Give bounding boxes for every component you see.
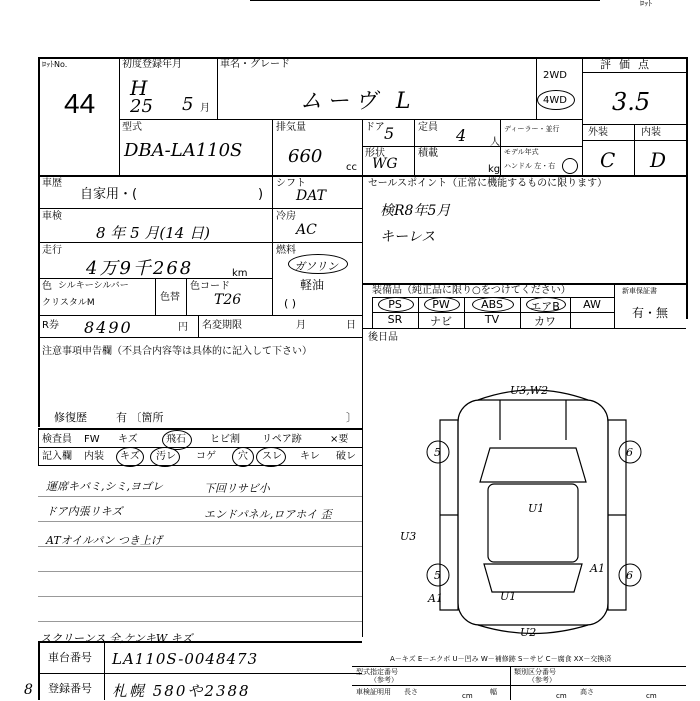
rc-top — [38, 315, 362, 316]
equipment-label: 装備品（純正品に限り○をつけてください） — [372, 285, 571, 296]
equip-tv: TV — [484, 313, 500, 326]
sep-model — [536, 57, 537, 119]
footer-type-sub: （参考） — [370, 676, 398, 684]
inspector-line — [38, 447, 362, 448]
displacement-value: 660 — [288, 146, 323, 167]
equip-bottom — [362, 328, 686, 329]
entry-rub-circle — [256, 447, 286, 467]
tire-label-fr: 6 — [626, 446, 633, 459]
loading-label: 積載 — [418, 148, 438, 159]
fuel-sub: 軽油 — [300, 278, 325, 292]
sep-doors — [414, 119, 415, 175]
tire-label-rr: 6 — [626, 569, 633, 582]
exterior-value: C — [600, 148, 616, 172]
mark-rear-bumper: U2 — [520, 626, 537, 639]
remarks-label: 後日品 — [368, 332, 398, 343]
equip-pw: PW — [432, 298, 450, 311]
equip-airbag-circle — [526, 297, 566, 312]
ac-value: AC — [296, 222, 317, 238]
capacity-value: 4 — [456, 126, 467, 145]
plate-label: 登録番号 — [48, 682, 92, 695]
rc-bottom — [38, 337, 362, 338]
footer-height: 高さ — [580, 688, 594, 696]
inspection-label: 車検 — [42, 211, 62, 222]
doors-label: ドア — [365, 122, 385, 133]
entry-scratch: キズ — [120, 451, 140, 462]
equip-pw-circle — [424, 297, 460, 312]
deadline-month: 月 — [296, 320, 306, 331]
sep-chassis — [104, 641, 105, 700]
remark-1: 運席キバミ,シミ,ヨゴレ — [46, 480, 163, 493]
deadline-day: 日 — [346, 320, 356, 331]
notes-label: 注意事項申告欄（不具合内容等は具体的に記入して下さい） — [42, 346, 312, 357]
displacement-label: 排気量 — [276, 122, 306, 133]
capacity-unit: 人 — [490, 137, 500, 148]
sep-type — [272, 119, 273, 175]
top-strip-line — [250, 0, 600, 1]
lot-label: ﾛｯﾄNo. — [42, 60, 68, 69]
equip-sr: SR — [387, 313, 403, 326]
footer-line1 — [352, 666, 686, 667]
footer-type-label: 型式指定番号 — [356, 668, 398, 676]
sales-point-1: 検R8年5月 — [380, 203, 451, 219]
fuel-label: 燃料 — [276, 245, 296, 256]
left-margin-mark: 8 — [24, 682, 33, 698]
footer-cm-1: cm — [462, 692, 473, 700]
entry-hole: 穴 — [238, 451, 248, 462]
recycle-unit: 円 — [178, 322, 188, 333]
chassis-number-value: LA110S-0048473 — [112, 650, 259, 668]
footer-line2 — [352, 685, 686, 686]
rule-5 — [38, 596, 362, 597]
drive-2wd: 2WD — [543, 70, 567, 81]
recycle-label: R券 — [42, 320, 59, 331]
score-label: 評価点 — [600, 58, 657, 71]
rule-4 — [38, 571, 362, 572]
entry-tear: 破レ — [336, 451, 356, 462]
inspector-scratch: キズ — [118, 434, 138, 445]
mark-rear: U1 — [500, 590, 517, 603]
handle-right-circle — [562, 158, 578, 174]
row3-line — [38, 208, 362, 209]
car-rear-window — [484, 564, 582, 592]
repair-close: 〕 — [346, 411, 357, 424]
rule-1 — [38, 496, 362, 497]
row2-mid — [362, 146, 582, 147]
car-diagram — [400, 380, 670, 640]
mileage-label: 走行 — [42, 245, 62, 256]
top-strip-fragment: ﾛｯﾄ — [640, 0, 652, 8]
notes-bottom — [38, 428, 362, 430]
sep-ext-int — [634, 124, 635, 175]
handle-label: ハンドル 左・右 — [504, 162, 556, 170]
equip-airbag: エアB — [530, 300, 560, 313]
shift-label: シフト — [276, 178, 306, 189]
mileage-unit: km — [232, 268, 248, 279]
recycle-value: 8490 — [84, 318, 133, 337]
inspector-crack: ヒビ割 — [210, 434, 240, 445]
entry-hole-circle — [232, 447, 254, 467]
remark-6: スクリーンス 全,ケンキW キズ — [40, 632, 193, 645]
remark-5: エンドパネル,ロアホイ 歪 — [204, 508, 332, 521]
rule-2 — [38, 521, 362, 522]
drive-4wd: 4WD — [543, 95, 567, 106]
reg-year-label: 初度登録年月 — [122, 59, 182, 70]
shift-value: DAT — [296, 188, 326, 204]
reg-era: H — [130, 76, 148, 100]
bottom-top — [38, 641, 362, 643]
equip-aw: AW — [583, 298, 601, 311]
warranty-value: 有・無 — [631, 306, 668, 320]
mark-left-rear: A1 — [428, 592, 443, 605]
entry-dirt: 汚レ — [156, 451, 176, 462]
capacity-label: 定員 — [418, 122, 438, 133]
rule-3 — [38, 546, 362, 547]
entry-dirt-circle — [150, 447, 180, 467]
sep-reg — [217, 57, 218, 119]
color-change-label: 色替 — [160, 292, 180, 303]
inspector-chip: 飛石 — [166, 434, 186, 445]
color-name: クリスタルM — [42, 298, 95, 308]
color-label: 色 — [42, 281, 52, 292]
footer-cm-3: cm — [646, 692, 657, 700]
color-code: T26 — [214, 292, 242, 308]
displacement-unit: cc — [346, 162, 357, 173]
mark-roof: U1 — [528, 502, 545, 515]
plate-value: 札幌 580や2388 — [112, 682, 251, 700]
interior-label: 内装 — [641, 127, 661, 138]
doors-value: 5 — [384, 124, 395, 143]
entry-scratch-circle — [116, 447, 144, 467]
equip-kawa: カワ — [534, 315, 556, 328]
sep-recycle — [198, 315, 199, 337]
lot-number: 44 — [64, 88, 96, 119]
body-value: WG — [372, 156, 398, 172]
frame-right — [686, 57, 688, 319]
mark-right-rear: A1 — [590, 562, 605, 575]
reg-month: 5 — [182, 94, 194, 115]
ext-int-line — [582, 140, 686, 141]
deadline-label: 名変期限 — [202, 320, 242, 331]
warranty-label: 新車保証書 — [622, 287, 657, 295]
equip-navi: ナビ — [430, 315, 452, 328]
sales-point-2: キーレス — [380, 229, 436, 245]
inspection-value: 8 年 5 月(14 日) — [96, 224, 210, 242]
mileage-value: 4万9千268 — [86, 258, 194, 279]
rule-6 — [38, 621, 362, 622]
footer-cm-2: cm — [556, 692, 567, 700]
sep-disp — [362, 119, 363, 175]
footer-class-sub: （参考） — [528, 676, 556, 684]
dealer-label: ディーラー・並行 — [504, 125, 560, 133]
footer-legend: A－キズ E－エクボ U－凹み W－補修跡 S－サビ C－腐食 XX－交換済 — [390, 655, 612, 663]
entry-label: 記入欄 — [42, 451, 72, 462]
footer-width: 幅 — [490, 688, 497, 696]
footer-sep — [510, 666, 511, 700]
reg-year: 25 — [130, 96, 153, 117]
ac-label: 冷房 — [276, 211, 296, 222]
history-label: 車歴 — [42, 178, 62, 189]
sep-color — [155, 278, 156, 315]
equip-ps-circle — [378, 297, 414, 312]
score-line — [582, 72, 686, 73]
drive-4wd-circle — [537, 90, 575, 110]
reg-month-unit: 月 — [200, 103, 210, 114]
footer-class-label: 類別区分番号 — [514, 668, 556, 676]
fuel-value: ガソリン — [294, 260, 338, 273]
entry-burn: コゲ — [196, 451, 216, 462]
repair-value: 有 〔箇所 — [116, 411, 164, 424]
sep-cap — [500, 119, 501, 175]
equip-ps: PS — [388, 298, 402, 311]
sep-right-col — [362, 175, 363, 315]
footer-length: 長さ — [404, 688, 418, 696]
sep-center — [362, 315, 363, 637]
model-label: 車名・グレード — [220, 59, 290, 70]
mark-front: U3,W2 — [510, 384, 549, 397]
entry-interior: 内装 — [84, 451, 104, 462]
color-name-top: シルキーシルバー — [58, 281, 129, 291]
history-close: ) — [258, 187, 264, 202]
score-value: 3.5 — [612, 88, 651, 116]
body-label: 形状 — [365, 148, 385, 159]
model-year-label: モデル年式 — [504, 148, 539, 156]
remark-4: 下回リサビ小 — [204, 482, 270, 495]
sales-points-label: セールスポイント（正常に機能するものに限ります） — [368, 178, 608, 189]
bottom-left — [38, 641, 40, 700]
mark-left: U3 — [400, 530, 417, 543]
sep-lot — [119, 57, 120, 175]
row4-line — [38, 242, 362, 243]
chassis-line — [38, 673, 362, 674]
equip-abs: ABS — [481, 298, 503, 311]
entry-cut: キレ — [300, 451, 320, 462]
remark-2: ドア内張リキズ — [46, 505, 123, 518]
equip-abs-circle — [472, 297, 514, 312]
history-value: 自家用・( — [80, 187, 138, 202]
chassis-type-value: DBA-LA110S — [124, 140, 243, 161]
entry-rub: スレ — [262, 451, 282, 462]
fuel-circle — [288, 254, 348, 274]
inspector-label: 検査員 — [42, 434, 72, 445]
color-code-label: 色コード — [190, 281, 230, 292]
sep-warranty — [614, 283, 615, 328]
sep-drive — [582, 57, 583, 175]
entry-left — [38, 428, 39, 465]
fuel-paren: ( ) — [284, 297, 297, 310]
entry-line — [38, 465, 362, 466]
interior-value: D — [650, 148, 667, 172]
sep-color2 — [186, 278, 187, 315]
row1-bottom — [119, 119, 582, 120]
repair-label: 修復歴 — [54, 411, 87, 424]
inspector-fw: FW — [84, 434, 100, 445]
model-name: ムーヴ L — [300, 89, 417, 114]
inspector-required: ×要 — [330, 434, 349, 445]
tire-label-rl: 5 — [434, 569, 441, 582]
sep-left-col — [272, 175, 273, 315]
loading-unit: kg — [488, 164, 501, 175]
tire-label-fl: 5 — [434, 446, 441, 459]
inspector-repair: リペア跡 — [262, 434, 302, 445]
remark-3: ATオイルパン つき上げ — [46, 534, 162, 547]
chassis-number-label: 車台番号 — [48, 651, 92, 664]
car-windshield — [480, 448, 586, 482]
footer-cert-label: 車検証明用 — [356, 688, 391, 696]
exterior-label: 外装 — [588, 127, 608, 138]
chassis-type-label: 型式 — [122, 122, 142, 133]
car-roof — [488, 484, 578, 562]
